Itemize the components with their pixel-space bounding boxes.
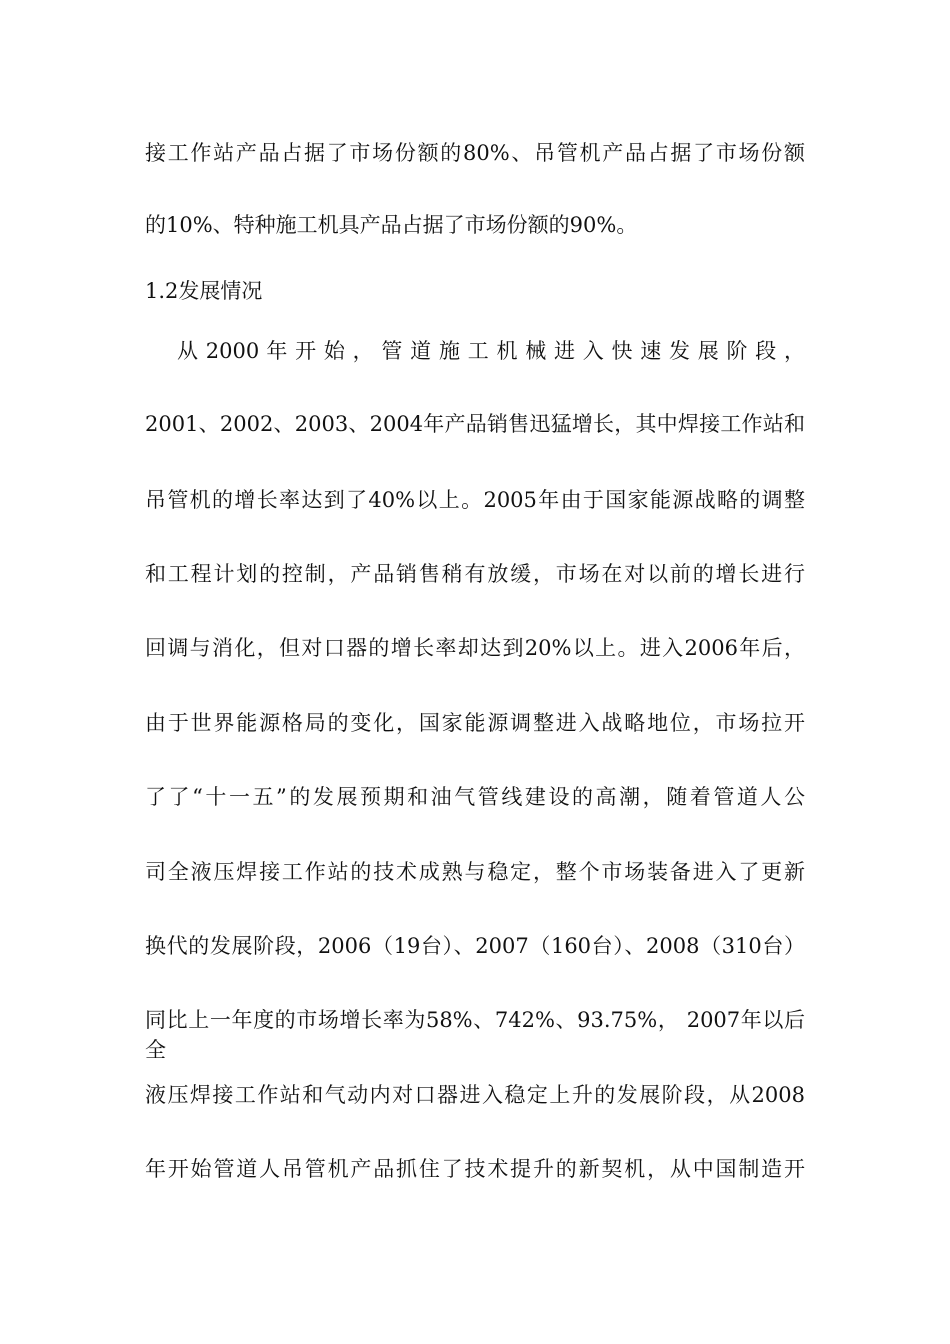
paragraph-line: 同比上一年度的市场增长率为58%、742%、93.75%， 2007年以后全 (145, 1008, 805, 1062)
paragraph-line: 年开始管道人吊管机产品抓住了技术提升的新契机，从中国制造开 (145, 1157, 805, 1181)
paragraph-line: 吊管机的增长率达到了40%以上。2005年由于国家能源战略的调整 (145, 488, 805, 512)
paragraph-line: 接工作站产品占据了市场份额的80%、吊管机产品占据了市场份额 (145, 141, 805, 165)
paragraph-line: 从 2000 年 开 始 ， 管 道 施 工 机 械 进 入 快 速 发 展 阶 段 ， (177, 339, 805, 363)
paragraph-line: 由于世界能源格局的变化，国家能源调整进入战略地位，市场拉开 (145, 711, 805, 735)
paragraph-line: 2001、2002、2003、2004年产品销售迅猛增长，其中焊接工作站和 (145, 412, 805, 436)
paragraph-line: 换代的发展阶段，2006（19台）、2007（160台）、2008（310台） (145, 934, 805, 958)
section-heading: 1.2发展情况 (145, 279, 263, 303)
paragraph-line: 回调与消化，但对口器的增长率却达到20%以上。进入2006年后， (145, 636, 805, 660)
paragraph-line: 液压焊接工作站和气动内对口器进入稳定上升的发展阶段，从2008 (145, 1083, 805, 1107)
paragraph-line: 和工程计划的控制，产品销售稍有放缓，市场在对以前的增长进行 (145, 562, 805, 586)
paragraph-line: 了了“十一五”的发展预期和油气管线建设的高潮，随着管道人公 (145, 785, 805, 809)
paragraph-line: 司全液压焊接工作站的技术成熟与稳定，整个市场装备进入了更新 (145, 860, 805, 884)
paragraph-line: 的10%、特种施工机具产品占据了市场份额的90%。 (145, 213, 638, 237)
